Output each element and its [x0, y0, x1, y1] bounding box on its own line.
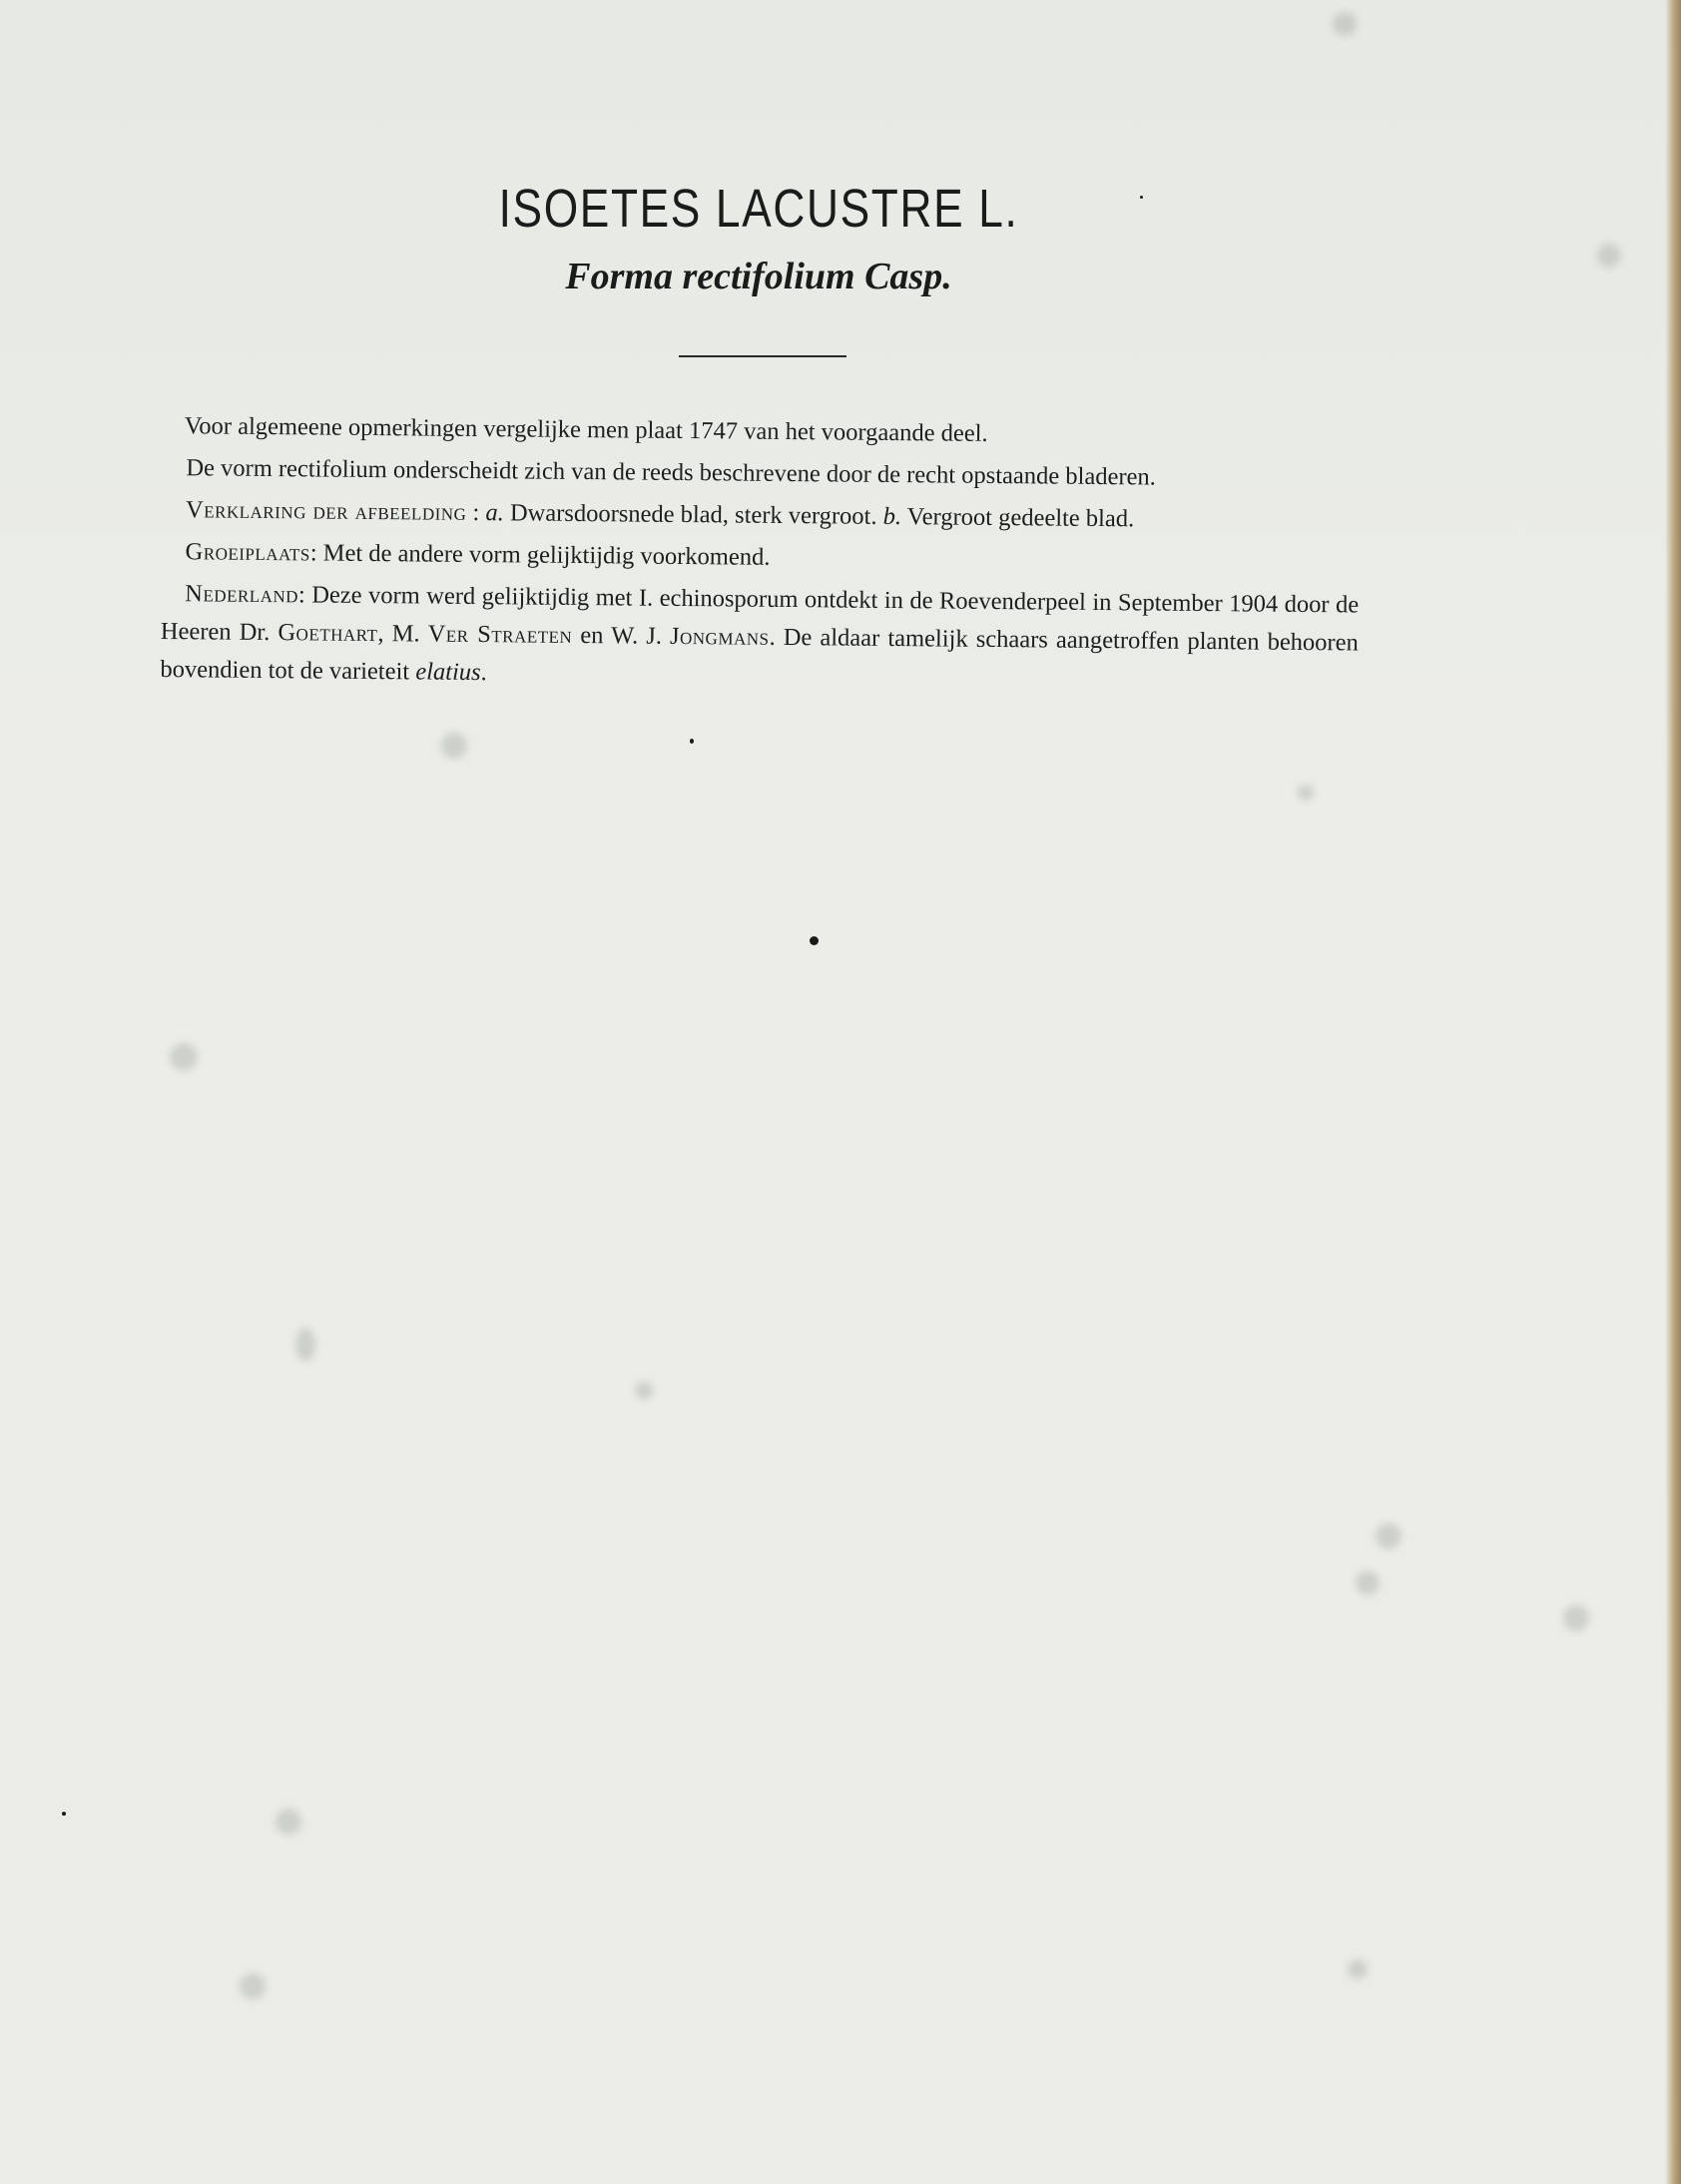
figure-a-text: Dwarsdoorsnede blad, sterk vergroot.: [503, 499, 883, 530]
paper-spot: [1563, 1605, 1589, 1631]
paper-spot: [170, 1043, 198, 1071]
paper-spot: [1333, 12, 1357, 36]
page-title: ISOETES LACUSTRE L.: [498, 179, 1019, 239]
section-label-netherlands: Nederland: [185, 580, 299, 609]
page-subtitle: Forma rectifolium Casp.: [565, 256, 952, 297]
figure-letter-a: a.: [485, 499, 504, 527]
body-text: [160, 407, 1361, 705]
paragraph-habitat: [161, 533, 1359, 583]
figure-b-text: Vergroot gedeelte blad.: [900, 503, 1135, 533]
ink-dot: [1140, 196, 1143, 199]
netherlands-text-1: Deze vorm werd gelijktijdig met I. echinosporum ontdekt in de Roevenderpeel in September 1904 door de Heeren Dr.: [160, 581, 1360, 647]
label-separator: :: [466, 498, 486, 527]
paragraph-figure-explanation: [162, 491, 1360, 541]
ink-dot: [810, 936, 819, 945]
sentence-end: .: [480, 659, 487, 687]
person-name-ver-straeten: Ver Straeten: [427, 620, 573, 649]
ink-dot: [62, 1812, 66, 1816]
paragraph-netherlands: [160, 575, 1359, 701]
paragraph-description: De vorm rectifolium onderscheidt zich van de reeds beschrevene door de recht opstaande bladeren.: [186, 454, 1156, 491]
person-name-jongmans: Jongmans: [669, 622, 770, 651]
netherlands-text-3: en W. J.: [572, 621, 671, 650]
paper-spot: [1597, 244, 1621, 268]
paper-spot: [295, 1328, 315, 1362]
habitat-text: Met de andere vorm gelijktijdig voorkomend.: [322, 539, 771, 571]
figure-letter-b: b.: [882, 502, 902, 531]
person-name-goethart: Goethart: [278, 619, 378, 648]
paper-spot: [1376, 1523, 1401, 1549]
paper-spot: [1348, 1959, 1368, 1979]
paper-spot: [441, 733, 467, 759]
section-label-habitat: Groeiplaats: [185, 538, 310, 567]
netherlands-text-4: . De aldaar tamelijk schaars aangetroffen planten behooren bovendien tot de varieteit: [160, 623, 1359, 686]
paragraph-general-remarks: Voor algemeene opmerkingen vergelijke men plaat 1747 van het voorgaande deel.: [184, 412, 988, 447]
ink-dot: [690, 739, 694, 744]
paper-spot: [1298, 785, 1314, 801]
paper-spot: [635, 1381, 653, 1399]
paper-spot: [276, 1809, 301, 1835]
paper-spot: [240, 1973, 266, 1999]
label-separator: :: [309, 539, 323, 567]
title-divider: [679, 355, 846, 357]
label-separator: :: [297, 581, 312, 609]
page-edge: [1665, 0, 1681, 2184]
netherlands-text-2: , M.: [377, 620, 428, 648]
variety-name: elatius: [415, 658, 481, 687]
section-label-figure: Verklaring der afbeelding: [185, 496, 467, 526]
paper-spot: [1356, 1571, 1380, 1595]
